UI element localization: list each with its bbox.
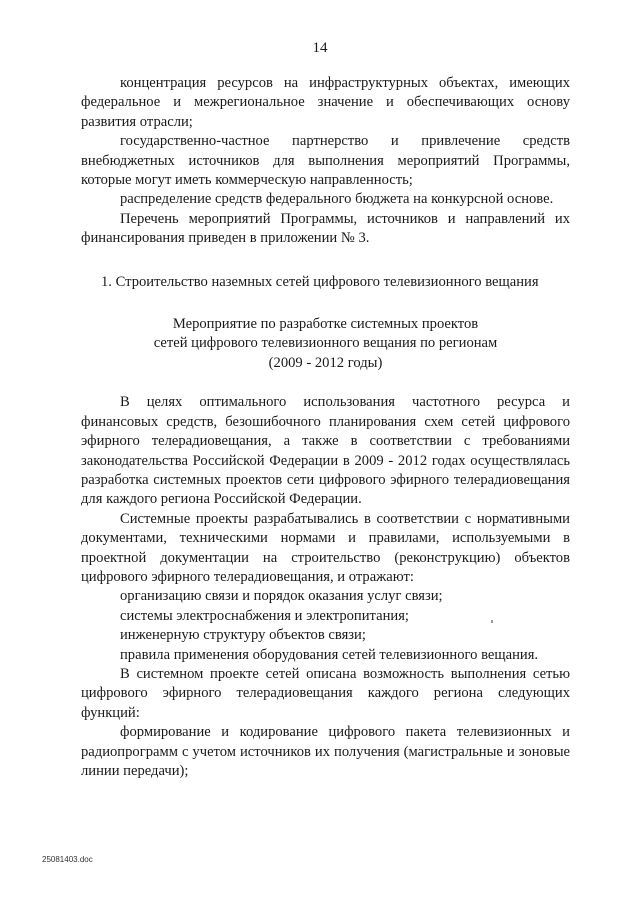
list-item-communication-organization: организацию связи и порядок оказания услуг связи; — [120, 588, 443, 605]
paragraph-infrastructure-concentration: концентрация ресурсов на инфраструктурных объектах, имеющих федеральное и межрегиональное значение и обеспечивающих основу развития отрасли; — [81, 75, 570, 130]
paragraph-public-private-partnership: государственно-частное партнерство и привлечение средств внебюджетных источников для выполнения мероприятий Программы, которые могут иметь коммерческую направленность; — [81, 133, 570, 189]
paragraph-system-projects-standards: Системные проекты разрабатывались в соответствии с нормативными документами, техническими нормами и правилами, используемыми в проектной документации на строительство (реконструкцию) объектов цифрового эфирного телерадиовещания, и отражают: — [81, 510, 570, 585]
paragraph-network-functions: В системном проекте сетей описана возможность выполнения сетью цифрового эфирного телерадиовещания каждого региона следующих функций: — [81, 665, 570, 721]
list-item-engineering-structure: инженерную структуру объектов связи; — [120, 627, 366, 644]
list-item-digital-package-formation: формирование и кодирование цифрового пакета телевизионных и радиопрограмм с учетом источников их получения (магистральные и зоновые линии передачи); — [81, 724, 570, 779]
subheading-line-3: (2009 - 2012 годы) — [268, 354, 383, 371]
subheading-line-2: сетей цифрового телевизионного вещания по регионам — [153, 335, 498, 352]
list-item-power-supply: системы электроснабжения и электропитания; — [120, 607, 409, 624]
paragraph-system-projects-purpose: В целях оптимального использования частотного ресурса и финансовых средств, безошибочного планирования схем сетей цифрового эфирного телерадиовещания, а также в соответствии с требованиями законодательства Российской Федерации в 2009 - 2012 годах осуществлялась разработка системных проектов сети цифрового эфирного телерадиовещания для каждого региона Российской Федерации. — [81, 394, 570, 508]
paragraph-budget-distribution: распределение средств федерального бюджета на конкурсной основе. — [120, 191, 554, 208]
list-item-equipment-rules: правила применения оборудования сетей телевизионного вещания. — [120, 646, 539, 663]
scan-artifact — [491, 620, 493, 623]
page-number: 14 — [312, 40, 328, 56]
paragraph-measures-list-reference: Перечень мероприятий Программы, источников и направлений их финансирования приведен в приложении № 3. — [81, 210, 570, 247]
section-title: 1. Строительство наземных сетей цифрового телевизионного вещания — [101, 273, 539, 290]
footer-filename: 25081403.doc — [42, 855, 93, 864]
subheading — [81, 315, 570, 373]
document-body — [81, 74, 570, 781]
subheading-line-1: Мероприятие по разработке системных проектов — [172, 316, 479, 333]
